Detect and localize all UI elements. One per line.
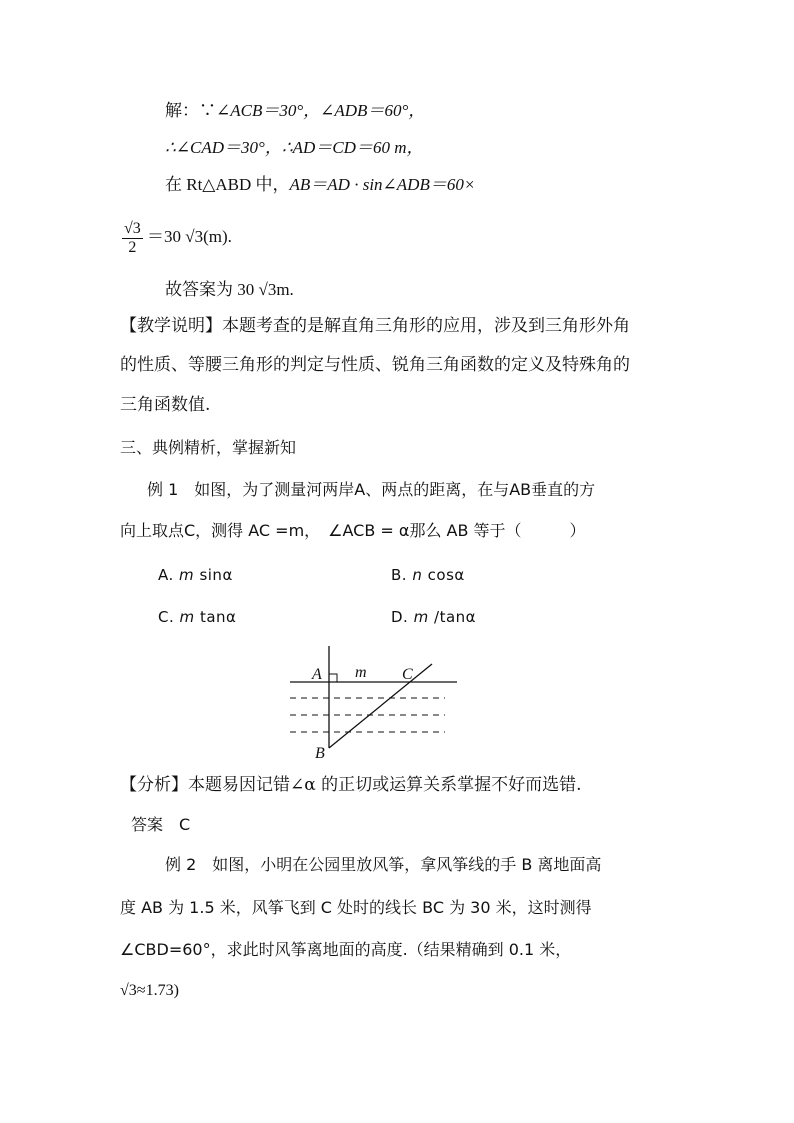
option-c-variable: m	[179, 608, 195, 626]
river-figure	[280, 644, 470, 764]
option-a-variable: m	[179, 566, 195, 584]
example-2-line-4: √3≈1.73)	[120, 982, 179, 999]
section-3-title: 三、典例精析，掌握新知	[120, 438, 297, 457]
option-d-label: D.	[391, 608, 409, 626]
example-1-line-1: 例 1 如图，为了测量河两岸A、两点的距离，在与AB垂直的方	[147, 480, 596, 499]
option-b-label: B.	[391, 566, 408, 584]
option-d-function: /tanα	[434, 608, 477, 626]
line-bc	[329, 664, 432, 748]
fraction-denominator: 2	[128, 238, 137, 256]
point-a-label: A	[312, 666, 322, 683]
solution-line-1	[165, 102, 425, 119]
analysis-text: 【分析】本题易因记错∠α 的正切或运算关系掌握不好而选错.	[120, 775, 582, 795]
solution-prefix: 解：∵	[165, 101, 216, 120]
option-a-function: sinα	[199, 566, 233, 584]
solution-angles: ∠ACB＝30°，∠ADB＝60°，	[216, 101, 426, 120]
length-m-label: m	[355, 664, 367, 681]
teaching-note-line-1: 【教学说明】本题考查的是解直角三角形的应用，涉及到三角形外角	[120, 316, 630, 336]
fraction-numerator: √3	[124, 220, 141, 237]
option-c-function: tanα	[199, 608, 237, 626]
point-c-label: C	[402, 666, 413, 683]
option-c-label: C.	[158, 608, 175, 626]
example-2-line-3: ∠CBD=60°，求此时风筝离地面的高度.（结果精确到 0.1 米，	[120, 940, 572, 959]
example-1-line-2: 向上取点C，测得 AC =m， ∠ACB = α那么 AB 等于（ ）	[120, 521, 586, 540]
example-2-line-2: 度 AB 为 1.5 米，风筝飞到 C 处时的线长 BC 为 30 米，这时测得	[120, 898, 592, 917]
option-a-label: A.	[158, 566, 174, 584]
option-b-function: cosα	[427, 566, 465, 584]
solution-line-3	[165, 176, 475, 193]
option-a	[158, 566, 233, 584]
solution-in-triangle: 在 Rt△ABD 中，	[165, 175, 290, 194]
right-angle-mark	[329, 674, 337, 682]
teaching-note-line-2: 的性质、等腰三角形的判定与性质、锐角三角函数的定义及特殊角的	[120, 355, 630, 375]
answer-c: 答案 C	[131, 815, 191, 834]
option-b	[391, 566, 465, 584]
solution-ab-expression: AB＝AD · sin∠ADB＝60×	[289, 175, 476, 194]
option-b-variable: n	[412, 566, 423, 584]
point-b-label: B	[315, 745, 325, 762]
solution-line-2: ∴∠CAD＝30°，∴AD＝CD＝60 m，	[165, 138, 424, 157]
solution-result: ＝30 √3(m).	[147, 227, 232, 246]
solution-answer: 故答案为 30 √3m.	[165, 280, 294, 299]
option-d-variable: m	[413, 608, 429, 626]
option-c	[158, 608, 236, 626]
sqrt3-over-2-fraction	[122, 220, 143, 256]
example-2-line-1: 例 2 如图，小明在公园里放风筝，拿风筝线的手 B 离地面高	[165, 855, 602, 874]
solution-line-4	[122, 220, 232, 256]
teaching-note-line-3: 三角函数值.	[120, 395, 211, 415]
option-d	[391, 608, 476, 626]
